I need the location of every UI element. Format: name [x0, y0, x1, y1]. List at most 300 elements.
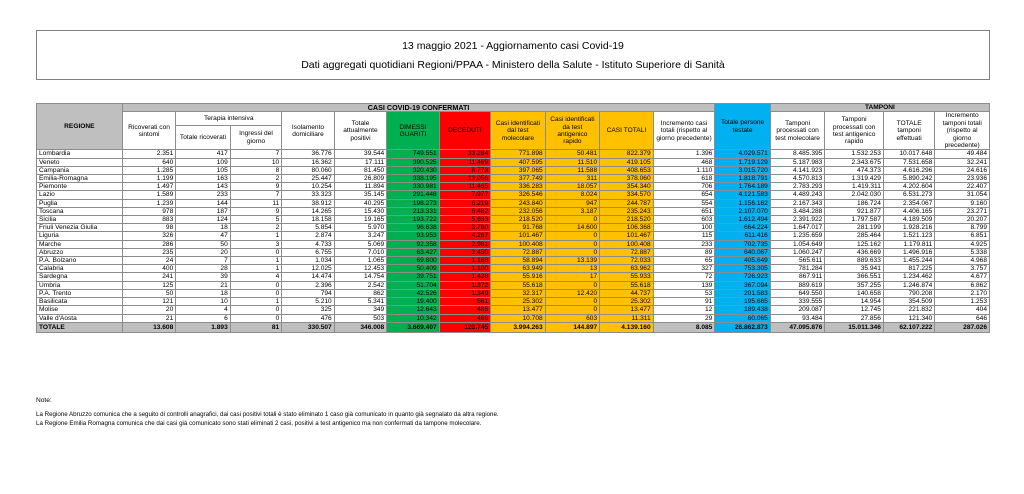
- region-name-cell: Valle d'Aosta: [37, 314, 123, 322]
- value-cell: 39.751: [387, 273, 439, 281]
- value-cell: 2.351: [122, 150, 175, 158]
- value-cell: 618: [653, 175, 715, 183]
- value-cell: 124: [176, 216, 231, 224]
- value-cell: 12.025: [282, 265, 334, 273]
- value-cell: 11.588: [545, 166, 600, 174]
- total-value-cell: 62.107.222: [883, 322, 934, 332]
- value-cell: 862: [334, 289, 386, 297]
- value-cell: 339.555: [770, 298, 825, 306]
- value-cell: 4.202.604: [883, 183, 934, 191]
- table-row: [37, 216, 990, 224]
- value-cell: 4.968: [935, 257, 990, 265]
- value-cell: 561: [439, 298, 490, 306]
- value-cell: 163: [176, 175, 231, 183]
- value-cell: 1.156.162: [715, 199, 771, 207]
- value-cell: 22.407: [935, 183, 990, 191]
- value-cell: 291.448: [387, 191, 439, 199]
- value-cell: 474.373: [825, 166, 884, 174]
- value-cell: 11.469: [439, 158, 490, 166]
- region-name-cell: Campania: [37, 166, 123, 174]
- value-cell: 12.453: [334, 265, 386, 273]
- total-row: [37, 322, 990, 332]
- value-cell: 186.724: [825, 199, 884, 207]
- region-name-cell: P.A. Trento: [37, 289, 123, 297]
- value-cell: 243.840: [491, 199, 546, 207]
- region-name-cell: Liguria: [37, 232, 123, 240]
- value-cell: 1.349: [439, 289, 490, 297]
- value-cell: 354.340: [600, 183, 653, 191]
- value-cell: 144: [176, 199, 231, 207]
- value-cell: 883: [122, 216, 175, 224]
- value-cell: 3.015.720: [715, 166, 771, 174]
- value-cell: 1.419.311: [825, 183, 884, 191]
- value-cell: 14.954: [825, 298, 884, 306]
- value-cell: 726.923: [715, 273, 771, 281]
- value-cell: 28: [176, 265, 231, 273]
- value-cell: 50: [122, 289, 175, 297]
- total-value-cell: 330.507: [282, 322, 334, 332]
- notes-title: Note:: [36, 397, 52, 404]
- value-cell: 664.224: [715, 224, 771, 232]
- value-cell: 476: [282, 314, 334, 322]
- value-cell: 436.669: [825, 248, 884, 256]
- value-cell: 781.284: [770, 265, 825, 273]
- value-cell: 1: [230, 257, 281, 265]
- value-cell: 646: [935, 314, 990, 322]
- value-cell: 35.941: [825, 265, 884, 273]
- value-cell: 771.898: [491, 150, 546, 158]
- value-cell: 13.477: [600, 306, 653, 314]
- value-cell: 3.760: [439, 224, 490, 232]
- value-cell: 503: [334, 314, 386, 322]
- value-cell: 25.447: [282, 175, 334, 183]
- value-cell: 14.600: [545, 224, 600, 232]
- total-value-cell: 287.026: [935, 322, 990, 332]
- value-cell: 80.060: [282, 166, 334, 174]
- value-cell: 31.054: [935, 191, 990, 199]
- value-cell: 3.247: [334, 232, 386, 240]
- value-cell: 3: [230, 240, 281, 248]
- value-cell: 325: [282, 306, 334, 314]
- value-cell: 12.643: [387, 306, 439, 314]
- value-cell: 233: [653, 240, 715, 248]
- value-cell: 0: [230, 306, 281, 314]
- region-name-cell: Piemonte: [37, 183, 123, 191]
- value-cell: 3.757: [935, 265, 990, 273]
- value-cell: 65: [653, 257, 715, 265]
- value-cell: 20: [122, 306, 175, 314]
- value-cell: 39: [176, 273, 231, 281]
- value-cell: 7.010: [334, 248, 386, 256]
- value-cell: 4: [176, 306, 231, 314]
- table-row: [37, 232, 990, 240]
- value-cell: 326.546: [491, 191, 546, 199]
- value-cell: 6.862: [935, 281, 990, 289]
- header-casi-totali: CASI TOTALI: [600, 112, 653, 150]
- value-cell: 0: [230, 289, 281, 297]
- value-cell: 63.427: [387, 248, 439, 256]
- value-cell: 115: [653, 232, 715, 240]
- value-cell: 5.187.983: [770, 158, 825, 166]
- value-cell: 419.105: [600, 158, 653, 166]
- value-cell: 404: [935, 306, 990, 314]
- value-cell: 10.254: [282, 183, 334, 191]
- value-cell: 58.894: [491, 257, 546, 265]
- total-value-cell: 1.893: [176, 322, 231, 332]
- total-value-cell: 123.745: [439, 322, 490, 332]
- value-cell: 706: [653, 183, 715, 191]
- value-cell: 2.542: [334, 281, 386, 289]
- value-cell: 1.372: [439, 281, 490, 289]
- value-cell: 407.595: [491, 158, 546, 166]
- value-cell: 14.754: [334, 273, 386, 281]
- value-cell: 1.396: [653, 150, 715, 158]
- value-cell: 6: [176, 314, 231, 322]
- value-cell: 63.962: [600, 265, 653, 273]
- value-cell: 201.583: [715, 289, 771, 297]
- header-ti-ingressi: Ingressi del giorno: [230, 125, 281, 150]
- value-cell: 286: [122, 240, 175, 248]
- value-cell: 0: [545, 240, 600, 248]
- value-cell: 2: [230, 224, 281, 232]
- table-row: [37, 224, 990, 232]
- value-cell: 29: [653, 314, 715, 322]
- value-cell: 4.267: [439, 232, 490, 240]
- value-cell: 13.477: [491, 306, 546, 314]
- value-cell: 7: [230, 191, 281, 199]
- value-cell: 213.331: [387, 207, 439, 215]
- value-cell: 6.755: [282, 248, 334, 256]
- value-cell: 554: [653, 199, 715, 207]
- value-cell: 81.450: [334, 166, 386, 174]
- region-name-cell: Puglia: [37, 199, 123, 207]
- value-cell: 5.069: [334, 240, 386, 248]
- header-incremento-casi: Incremento casi totali (rispetto al giorno precedente): [653, 112, 715, 150]
- value-cell: 12.420: [545, 289, 600, 297]
- value-cell: 338.195: [387, 175, 439, 183]
- value-cell: 330.981: [387, 183, 439, 191]
- header-totale-tamponi: TOTALE tamponi effettuati: [883, 112, 934, 150]
- value-cell: 4.121.583: [715, 191, 771, 199]
- table-row: [37, 281, 990, 289]
- note-abruzzo: La Regione Abruzzo comunica che a seguito di controlli anagrafici, dai casi positivi totali è stato eliminato 1 caso già comunicato in quanto già segnalato da altra regione.: [36, 411, 499, 418]
- value-cell: 36.776: [282, 150, 334, 158]
- value-cell: 241: [122, 273, 175, 281]
- value-cell: 0: [230, 248, 281, 256]
- header-isolamento: Isolamento domiciliare: [282, 112, 334, 150]
- value-cell: 794: [282, 289, 334, 297]
- value-cell: 12.745: [825, 306, 884, 314]
- value-cell: 611.416: [715, 232, 771, 240]
- value-cell: 565.611: [770, 257, 825, 265]
- value-cell: 9: [230, 207, 281, 215]
- value-cell: 232.056: [491, 207, 546, 215]
- header-dimessi: DIMESSI GUARITI: [387, 112, 439, 150]
- value-cell: 2: [230, 175, 281, 183]
- table-row: [37, 240, 990, 248]
- value-cell: 11.510: [545, 158, 600, 166]
- value-cell: 101.467: [491, 232, 546, 240]
- value-cell: 109: [176, 158, 231, 166]
- value-cell: 1.285: [122, 166, 175, 174]
- value-cell: 0: [230, 314, 281, 322]
- table-row: [37, 306, 990, 314]
- value-cell: 367.094: [715, 281, 771, 289]
- value-cell: 2.042.030: [825, 191, 884, 199]
- total-value-cell: 346.008: [334, 322, 386, 332]
- value-cell: 187: [176, 207, 231, 215]
- region-name-cell: Marche: [37, 240, 123, 248]
- value-cell: 11.311: [600, 314, 653, 322]
- value-cell: 4.733: [282, 240, 334, 248]
- value-cell: 1.234.462: [883, 273, 934, 281]
- region-name-cell: Lombardia: [37, 150, 123, 158]
- value-cell: 10: [230, 158, 281, 166]
- value-cell: 209.087: [770, 306, 825, 314]
- value-cell: 2.167.343: [770, 199, 825, 207]
- value-cell: 4: [230, 273, 281, 281]
- value-cell: 139: [653, 281, 715, 289]
- value-cell: 9.160: [935, 199, 990, 207]
- value-cell: 400: [122, 265, 175, 273]
- value-cell: 55.916: [491, 273, 546, 281]
- value-cell: 121.340: [883, 314, 934, 322]
- value-cell: 24: [122, 257, 175, 265]
- region-name-cell: Calabria: [37, 265, 123, 273]
- value-cell: 790.208: [883, 289, 934, 297]
- value-cell: 100: [653, 224, 715, 232]
- value-cell: 822.379: [600, 150, 653, 158]
- total-value-cell: 26.862.873: [715, 322, 771, 332]
- value-cell: 1.065: [334, 257, 386, 265]
- value-cell: 10: [176, 298, 231, 306]
- value-cell: 1.455.244: [883, 257, 934, 265]
- value-cell: 5: [230, 216, 281, 224]
- value-cell: 55.618: [491, 281, 546, 289]
- value-cell: 603: [653, 216, 715, 224]
- value-cell: 93.484: [770, 314, 825, 322]
- value-cell: 0: [545, 216, 600, 224]
- value-cell: 195.665: [715, 298, 771, 306]
- value-cell: 33.323: [282, 191, 334, 199]
- value-cell: 1.521.123: [883, 232, 934, 240]
- value-cell: 1.235.659: [770, 232, 825, 240]
- value-cell: 32.317: [491, 289, 546, 297]
- total-value-cell: 4.139.160: [600, 322, 653, 332]
- value-cell: 603: [545, 314, 600, 322]
- value-cell: 5.338: [935, 248, 990, 256]
- value-cell: 7.531.658: [883, 158, 934, 166]
- value-cell: 0: [545, 248, 600, 256]
- value-cell: 357.255: [825, 281, 884, 289]
- region-name-cell: Sicilia: [37, 216, 123, 224]
- value-cell: 5.854: [282, 224, 334, 232]
- value-cell: 63.949: [491, 265, 546, 273]
- value-cell: 1.818.791: [715, 175, 771, 183]
- value-cell: 4.141.923: [770, 166, 825, 174]
- region-name-cell: P.A. Bolzano: [37, 257, 123, 265]
- value-cell: 13.056: [439, 175, 490, 183]
- value-cell: 55.618: [600, 281, 653, 289]
- value-cell: 7.977: [439, 191, 490, 199]
- value-cell: 1.497: [122, 183, 175, 191]
- value-cell: 4.189.509: [883, 216, 934, 224]
- value-cell: 100.408: [491, 240, 546, 248]
- value-cell: 140.658: [825, 289, 884, 297]
- value-cell: 4.029.571: [715, 150, 771, 158]
- value-cell: 40.295: [334, 199, 386, 207]
- value-cell: 11.465: [439, 183, 490, 191]
- value-cell: 6.531.273: [883, 191, 934, 199]
- value-cell: 72.033: [600, 257, 653, 265]
- value-cell: 106.368: [600, 224, 653, 232]
- region-name-cell: Sardegna: [37, 273, 123, 281]
- value-cell: 334.570: [600, 191, 653, 199]
- value-cell: 366.551: [825, 273, 884, 281]
- table-row: [37, 150, 990, 158]
- value-cell: 1.428: [439, 273, 490, 281]
- value-cell: 23.271: [935, 207, 990, 215]
- value-cell: 233: [176, 191, 231, 199]
- value-cell: 349: [334, 306, 386, 314]
- value-cell: 2.981: [439, 240, 490, 248]
- table-row: [37, 158, 990, 166]
- value-cell: 947: [545, 199, 600, 207]
- value-cell: 21: [176, 281, 231, 289]
- value-cell: 189.438: [715, 306, 771, 314]
- value-cell: 92.358: [387, 240, 439, 248]
- covid-data-table: [36, 103, 990, 333]
- value-cell: 27.856: [825, 314, 884, 322]
- value-cell: 18: [176, 289, 231, 297]
- value-cell: 8.485.395: [770, 150, 825, 158]
- value-cell: 651: [653, 207, 715, 215]
- region-name-cell: Veneto: [37, 158, 123, 166]
- value-cell: 2.391.922: [770, 216, 825, 224]
- value-cell: 4.570.813: [770, 175, 825, 183]
- report-title-box: [36, 30, 990, 80]
- value-cell: 198.273: [387, 199, 439, 207]
- value-cell: 1.239: [122, 199, 175, 207]
- value-cell: 15.430: [334, 207, 386, 215]
- value-cell: 50: [176, 240, 231, 248]
- table-row: [37, 175, 990, 183]
- value-cell: 311: [545, 175, 600, 183]
- value-cell: 72.887: [600, 248, 653, 256]
- value-cell: 50.481: [545, 150, 600, 158]
- value-cell: 8.799: [935, 224, 990, 232]
- value-cell: 21: [122, 314, 175, 322]
- value-cell: 1.179.811: [883, 240, 934, 248]
- value-cell: 91: [653, 298, 715, 306]
- value-cell: 51.704: [387, 281, 439, 289]
- table-body: [37, 150, 990, 332]
- value-cell: 377.749: [491, 175, 546, 183]
- value-cell: 468: [653, 158, 715, 166]
- value-cell: 1.719.129: [715, 158, 771, 166]
- value-cell: 32.241: [935, 158, 990, 166]
- value-cell: 38.912: [282, 199, 334, 207]
- value-cell: 921.877: [825, 207, 884, 215]
- table-row: [37, 166, 990, 174]
- value-cell: 2.343.675: [825, 158, 884, 166]
- table-row: [37, 248, 990, 256]
- table-row: [37, 199, 990, 207]
- value-cell: 53: [653, 289, 715, 297]
- value-cell: 35.145: [334, 191, 386, 199]
- region-name-cell: Toscana: [37, 207, 123, 215]
- value-cell: 354.509: [883, 298, 934, 306]
- value-cell: 4.677: [935, 273, 990, 281]
- value-cell: 96.638: [387, 224, 439, 232]
- value-cell: 1.034: [282, 257, 334, 265]
- report-title: 13 maggio 2021 - Aggiornamento casi Covid-19: [402, 40, 624, 52]
- value-cell: 12: [653, 306, 715, 314]
- value-cell: 39.544: [334, 150, 386, 158]
- value-cell: 1.168: [439, 257, 490, 265]
- value-cell: 485: [439, 306, 490, 314]
- value-cell: 5.633: [439, 216, 490, 224]
- header-persone-testate: Totale persone testate: [715, 104, 771, 150]
- value-cell: 408.653: [600, 166, 653, 174]
- value-cell: 1: [230, 298, 281, 306]
- value-cell: 1.764.189: [715, 183, 771, 191]
- header-ricoverati: Ricoverati con sintomi: [122, 112, 175, 150]
- table-row: [37, 207, 990, 215]
- value-cell: 327: [653, 265, 715, 273]
- value-cell: 817.225: [883, 265, 934, 273]
- value-cell: 93.953: [387, 232, 439, 240]
- value-cell: 91.768: [491, 224, 546, 232]
- value-cell: 6.482: [439, 207, 490, 215]
- value-cell: 47: [176, 232, 231, 240]
- table-row: [37, 257, 990, 265]
- header-incremento-tamponi: Incremento tamponi totali (rispetto al giorno precedente): [935, 112, 990, 150]
- value-cell: 390.525: [387, 158, 439, 166]
- region-name-cell: Abruzzo: [37, 248, 123, 256]
- value-cell: 23.936: [935, 175, 990, 183]
- table-row: [37, 191, 990, 199]
- value-cell: 326: [122, 232, 175, 240]
- report-subtitle: Dati aggregati quotidiani Regioni/PPAA - Ministero della Salute - Istituto Superiore di Sanità: [301, 59, 725, 71]
- value-cell: 4.616.296: [883, 166, 934, 174]
- header-casi-confermati: CASI COVID-19 CONFERMATI: [122, 104, 715, 112]
- value-cell: 26.809: [334, 175, 386, 183]
- value-cell: 1.589: [122, 191, 175, 199]
- value-cell: 244.787: [600, 199, 653, 207]
- value-cell: 10.017.648: [883, 150, 934, 158]
- value-cell: 378.060: [600, 175, 653, 183]
- header-tamponi-antigenico: Tamponi processati con test antigenico rapido: [825, 112, 884, 150]
- value-cell: 125.162: [825, 240, 884, 248]
- header-regione: REGIONE: [37, 104, 123, 150]
- value-cell: 1.319.429: [825, 175, 884, 183]
- value-cell: 221.832: [883, 306, 934, 314]
- value-cell: 3.187: [545, 207, 600, 215]
- value-cell: 10.342: [387, 314, 439, 322]
- value-cell: 17: [545, 273, 600, 281]
- header-deceduti: DECEDUTI: [439, 112, 490, 150]
- value-cell: 72.887: [491, 248, 546, 256]
- value-cell: 649.550: [770, 289, 825, 297]
- value-cell: 10.708: [491, 314, 546, 322]
- value-cell: 121: [122, 298, 175, 306]
- value-cell: 20.207: [935, 216, 990, 224]
- value-cell: 640.067: [715, 248, 771, 256]
- total-value-cell: 3.669.407: [387, 322, 439, 332]
- value-cell: 6.773: [439, 166, 490, 174]
- value-cell: 281.199: [825, 224, 884, 232]
